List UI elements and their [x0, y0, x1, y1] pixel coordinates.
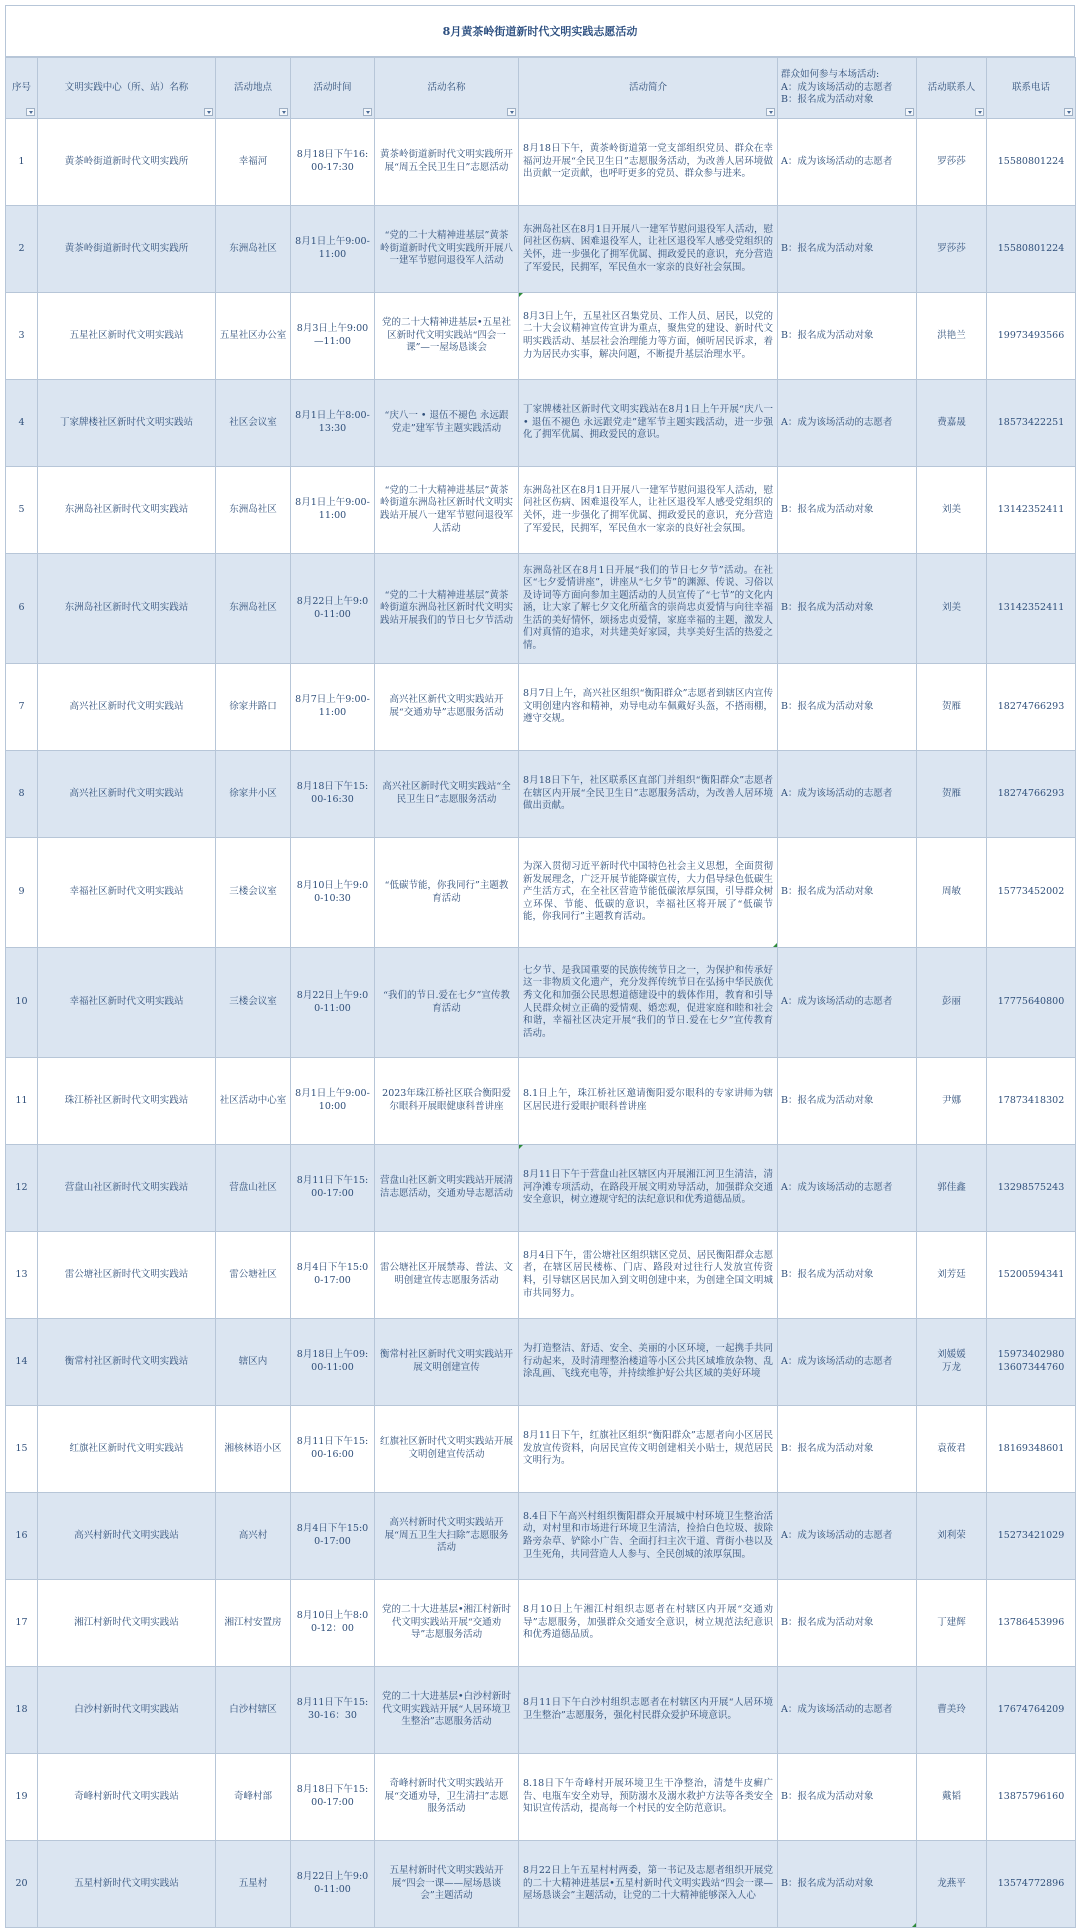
- row-phone-cell[interactable]: 18274766293: [987, 664, 1076, 751]
- row-seq-cell[interactable]: 13: [6, 1232, 38, 1319]
- row-name-cell[interactable]: 衡常村社区新时代文明实践站开展文明创建宣传: [375, 1319, 519, 1406]
- row-time-cell[interactable]: 8月1日上午9:00-10:00: [291, 1058, 375, 1145]
- row-center-cell[interactable]: 东洲岛社区新时代文明实践站: [38, 554, 216, 664]
- spreadsheet-sheet: [5, 5, 1075, 1928]
- row-place-cell[interactable]: 奇峰村部: [216, 1754, 291, 1841]
- filter-dropdown-icon[interactable]: [905, 108, 914, 116]
- row-contact-cell[interactable]: 贺雁: [917, 751, 987, 838]
- row-participation-cell[interactable]: B：报名成为活动对象: [778, 467, 917, 554]
- filter-dropdown-icon[interactable]: [204, 108, 213, 116]
- row-intro-cell[interactable]: 丁家牌楼社区新时代文明实践站在8月1日上午开展“庆八一 • 退伍不褪色 永远跟党走”建军节主题实践活动，进一步强化了拥军优属、拥政爱民的意识。: [519, 380, 778, 467]
- row-name-cell[interactable]: 营盘山社区新文明实践站开展清洁志愿活动，交通劝导志愿活动: [375, 1145, 519, 1232]
- row-intro-cell[interactable]: 8月10日上午湘江村组织志愿者在村辖区内开展“交通劝导”志愿服务，加强群众交通安全意识，树立规范法纪意识和优秀道德品质。: [519, 1580, 778, 1667]
- row-seq-cell[interactable]: 9: [6, 838, 38, 948]
- row-contact-cell[interactable]: 袁莜君: [917, 1406, 987, 1493]
- row-contact-cell[interactable]: 刘美: [917, 467, 987, 554]
- row-contact-cell-line: 刘媛媛: [937, 1349, 966, 1361]
- row-phone-cell[interactable]: 15580801224: [987, 206, 1076, 293]
- row-center-cell[interactable]: 东洲岛社区新时代文明实践站: [38, 467, 216, 554]
- row-intro-cell[interactable]: 8月3日上午，五星社区召集党员、工作人员、居民，以党的二十大会议精神宣传宣讲为重点，聚焦党的建设、新时代文明实践活动、基层社会治理能力等方面，倾听居民诉求，着力为居民办实事，解决问题，不断提升基层治理水平。: [519, 293, 778, 380]
- row-participation-cell[interactable]: B：报名成为活动对象: [778, 1232, 917, 1319]
- row-participation-cell[interactable]: A：成为该场活动的志愿者: [778, 119, 917, 206]
- row-contact-cell[interactable]: 曹美玲: [917, 1667, 987, 1754]
- row-phone-cell[interactable]: 18169348601: [987, 1406, 1076, 1493]
- row-seq-cell[interactable]: 4: [6, 380, 38, 467]
- filter-dropdown-icon[interactable]: [1064, 108, 1073, 116]
- filter-dropdown-icon[interactable]: [279, 108, 288, 116]
- row-intro-cell[interactable]: 8.18日下午奇峰村开展环境卫生干净整治，清楚牛皮癣广告、电瓶车安全劝导，预防溺水及溺水救护方法等各类安全知识宣传活动，提高每一个村民的安全防范意识。: [519, 1754, 778, 1841]
- row-name-cell[interactable]: “我们的节日.爱在七夕”宣传教育活动: [375, 948, 519, 1058]
- row-time-cell[interactable]: 8月10日上午8:00-12：00: [291, 1580, 375, 1667]
- row-center-cell[interactable]: 高兴社区新时代文明实践站: [38, 664, 216, 751]
- row-contact-cell[interactable]: 费嘉晟: [917, 380, 987, 467]
- row-seq-cell[interactable]: 6: [6, 554, 38, 664]
- row-seq-cell[interactable]: 12: [6, 1145, 38, 1232]
- row-intro-cell[interactable]: 为深入贯彻习近平新时代中国特色社会主义思想，全面贯彻新发展理念，广泛开展节能降碳宣传，大力倡导绿色低碳生产生活方式，在全社区营造节能低碳浓厚氛围，引导群众树立环保、节能、低碳的意识，幸福社区将开展了“低碳节能，你我同行”主题教育活动。: [519, 838, 778, 948]
- row-phone-cell[interactable]: 19973493566: [987, 293, 1076, 380]
- row-place-cell[interactable]: 徐家井小区: [216, 751, 291, 838]
- row-time-cell[interactable]: 8月4日下午15:00-17:00: [291, 1232, 375, 1319]
- row-contact-cell[interactable]: [917, 1319, 987, 1406]
- row-place-cell[interactable]: 社区会议室: [216, 380, 291, 467]
- row-place-cell[interactable]: 五星社区办公室: [216, 293, 291, 380]
- row-phone-cell[interactable]: 17873418302: [987, 1058, 1076, 1145]
- table-row: [6, 467, 1076, 554]
- row-contact-cell[interactable]: 刘芳廷: [917, 1232, 987, 1319]
- row-center-cell[interactable]: 衡常村社区新时代文明实践站: [38, 1319, 216, 1406]
- row-intro-cell[interactable]: 8月18日下午，黄茶岭街道第一党支部组织党员、群众在幸福河边开展“全民卫生日”志愿服务活动，为改善人居环境做出贡献一定贡献，也呼吁更多的党员、群众参与进来。: [519, 119, 778, 206]
- row-center-cell[interactable]: 黄茶岭街道新时代文明实践所: [38, 206, 216, 293]
- row-time-cell[interactable]: 8月1日上午9:00-11:00: [291, 467, 375, 554]
- row-center-cell[interactable]: 红旗社区新时代文明实践站: [38, 1406, 216, 1493]
- row-name-cell[interactable]: “党的二十大精神进基层”黄茶岭街道东洲岛社区新时代文明实践站开展我们的节日七夕节活动: [375, 554, 519, 664]
- row-participation-cell[interactable]: B：报名成为活动对象: [778, 206, 917, 293]
- row-center-cell[interactable]: 高兴社区新时代文明实践站: [38, 751, 216, 838]
- row-time-cell[interactable]: 8月1日上午9:00-11:00: [291, 206, 375, 293]
- row-place-cell[interactable]: 东洲岛社区: [216, 206, 291, 293]
- row-center-cell[interactable]: 五星社区新时代文明实践站: [38, 293, 216, 380]
- row-intro-cell[interactable]: 8.4日下午高兴村组织衡阳群众开展城中村环境卫生整治活动，对村里和市场进行环境卫生清洁，捡拾白色垃圾、拔除路旁杂草、铲除小广告、全面打扫主次干道、背街小巷以及卫生死角，共同营造人人参与、全民创城的浓厚氛围。: [519, 1493, 778, 1580]
- row-time-cell[interactable]: 8月18日下午15:00-17:00: [291, 1754, 375, 1841]
- row-center-cell[interactable]: 幸福社区新时代文明实践站: [38, 948, 216, 1058]
- row-time-cell[interactable]: 8月11日下午15:00-17:00: [291, 1145, 375, 1232]
- sheet-title: 8月黄茶岭街道新时代文明实践志愿活动: [5, 5, 1075, 57]
- row-place-cell[interactable]: 五星村: [216, 1841, 291, 1928]
- row-intro-cell[interactable]: 七夕节、是我国重要的民族传统节日之一，为保护和传承好这一非物质文化遗产，充分发挥传统节日在弘扬中华民族优秀文化和加强公民思想道德建设中的载体作用，教育和引导人民群众树立正确的爱情观、婚恋观，促进家庭和睦和社会和谐，幸福社区决定开展“我们的节日.爱在七夕”宣传教育活动。: [519, 948, 778, 1058]
- row-phone-cell[interactable]: 18573422251: [987, 380, 1076, 467]
- row-seq-cell[interactable]: 15: [6, 1406, 38, 1493]
- row-phone-cell[interactable]: 15200594341: [987, 1232, 1076, 1319]
- row-place-cell[interactable]: 湘核林语小区: [216, 1406, 291, 1493]
- header-center: 文明实践中心（所、站）名称: [38, 58, 216, 119]
- row-intro-cell[interactable]: 东洲岛社区在8月1日开展八一建军节慰问退役军人活动，慰问社区伤病、困难退役军人，让社区退役军人感受党组织的关怀，进一步强化了拥军优属、拥政爱民的意识，充分营造了军爱民，民拥军，军民鱼水一家亲的良好社会氛围。: [519, 206, 778, 293]
- row-intro-cell[interactable]: 东洲岛社区在8月1日开展八一建军节慰问退役军人活动，慰问社区伤病、困难退役军人，让社区退役军人感受党组织的关怀，进一步强化了拥军优属、拥政爱民的意识，充分营造了军爱民，民拥军，军民鱼水一家亲的良好社会氛围。: [519, 467, 778, 554]
- row-phone-cell[interactable]: 18274766293: [987, 751, 1076, 838]
- row-seq-cell[interactable]: 5: [6, 467, 38, 554]
- header-place: 活动地点: [216, 58, 291, 119]
- header-participation: 群众如何参与本场活动: A：成为该场活动的志愿者 B：报名成为活动对象: [778, 58, 917, 119]
- row-name-cell[interactable]: “低碳节能，你我同行”主题教育活动: [375, 838, 519, 948]
- row-name-cell[interactable]: “党的二十大精神进基层”黄茶岭街道东洲岛社区新时代文明实践站开展八一建军节慰问退役军人活动: [375, 467, 519, 554]
- header-contact: 活动联系人: [917, 58, 987, 119]
- row-seq-cell[interactable]: 1: [6, 119, 38, 206]
- row-contact-cell[interactable]: 龙燕平: [917, 1841, 987, 1928]
- table-row: [6, 1319, 1076, 1406]
- row-place-cell[interactable]: 三楼会议室: [216, 948, 291, 1058]
- row-contact-cell[interactable]: 戴韬: [917, 1754, 987, 1841]
- row-contact-cell[interactable]: 周敏: [917, 838, 987, 948]
- row-name-cell[interactable]: 党的二十大精神进基层•五星社区新时代文明实践站“四会一课”—一屋场恳谈会: [375, 293, 519, 380]
- row-name-cell[interactable]: 高兴社区新时代文明实践站“全民卫生日”志愿服务活动: [375, 751, 519, 838]
- row-phone-cell-line: 15973402980: [997, 1349, 1065, 1361]
- row-phone-cell[interactable]: 13142352411: [987, 554, 1076, 664]
- row-center-cell[interactable]: 珠江桥社区新时代文明实践站: [38, 1058, 216, 1145]
- row-place-cell[interactable]: 社区活动中心室: [216, 1058, 291, 1145]
- row-seq-cell[interactable]: 10: [6, 948, 38, 1058]
- row-center-cell[interactable]: 雷公塘社区新时代文明实践站: [38, 1232, 216, 1319]
- row-seq-cell[interactable]: 20: [6, 1841, 38, 1928]
- row-place-cell[interactable]: 东洲岛社区: [216, 554, 291, 664]
- row-phone-cell-line: 13607344760: [997, 1362, 1065, 1373]
- table-row: [6, 206, 1076, 293]
- row-place-cell[interactable]: 湘江村安置房: [216, 1580, 291, 1667]
- row-participation-cell[interactable]: A：成为该场活动的志愿者: [778, 1493, 917, 1580]
- table-row: [6, 1406, 1076, 1493]
- header-row: [6, 58, 1076, 119]
- table-row: [6, 119, 1076, 206]
- row-contact-cell[interactable]: 郭佳鑫: [917, 1145, 987, 1232]
- row-place-cell[interactable]: 雷公塘社区: [216, 1232, 291, 1319]
- row-seq-cell[interactable]: 14: [6, 1319, 38, 1406]
- row-phone-cell[interactable]: 15580801224: [987, 119, 1076, 206]
- row-intro-cell[interactable]: 8月11日下午于营盘山社区辖区内开展湘江河卫生清洁，清河净滩专项活动，在路段开展文明劝导活动，加强群众交通安全意识，树立遵规守纪的法纪意识和优秀道德品质。: [519, 1145, 778, 1232]
- row-seq-cell[interactable]: 7: [6, 664, 38, 751]
- table-row: [6, 293, 1076, 380]
- row-seq-cell[interactable]: 2: [6, 206, 38, 293]
- row-name-cell[interactable]: 党的二十大进基层•白沙村新时代文明实践站开展“人居环境卫生整治”志愿服务活动: [375, 1667, 519, 1754]
- row-name-cell[interactable]: 党的二十大进基层•湘江村新时代文明实践站开展“交通劝导”志愿服务活动: [375, 1580, 519, 1667]
- table-row: [6, 751, 1076, 838]
- row-participation-cell[interactable]: B：报名成为活动对象: [778, 554, 917, 664]
- table-row: [6, 1667, 1076, 1754]
- row-center-cell[interactable]: 五星村新时代文明实践站: [38, 1841, 216, 1928]
- header-time: 活动时间: [291, 58, 375, 119]
- row-center-cell[interactable]: 黄茶岭街道新时代文明实践所: [38, 119, 216, 206]
- table-row: [6, 1058, 1076, 1145]
- row-phone-cell[interactable]: 13142352411: [987, 467, 1076, 554]
- row-center-cell[interactable]: 奇峰村新时代文明实践站: [38, 1754, 216, 1841]
- row-time-cell[interactable]: 8月11日下午15:00-16:00: [291, 1406, 375, 1493]
- row-place-cell[interactable]: 三楼会议室: [216, 838, 291, 948]
- row-contact-cell[interactable]: 洪艳兰: [917, 293, 987, 380]
- filter-dropdown-icon[interactable]: [766, 108, 775, 116]
- row-intro-cell[interactable]: 为打造整洁、舒适、安全、美丽的小区环境，一起携手共同行动起来，及时清理整治楼道等小区公共区域堆放杂物、乱涂乱画、飞线充电等，并持续维护好公共区域的美好环境: [519, 1319, 778, 1406]
- row-contact-cell[interactable]: 刘利荣: [917, 1493, 987, 1580]
- row-time-cell[interactable]: 8月7日上午9:00-11:00: [291, 664, 375, 751]
- table-row: [6, 1145, 1076, 1232]
- row-phone-cell[interactable]: 17674764209: [987, 1667, 1076, 1754]
- row-place-cell[interactable]: 高兴村: [216, 1493, 291, 1580]
- row-intro-cell[interactable]: 8月11日下午，红旗社区组织“衡阳群众”志愿者向小区居民发放宣传资料，向居民宣传文明创建相关小贴士，规范居民文明行为。: [519, 1406, 778, 1493]
- row-seq-cell[interactable]: 16: [6, 1493, 38, 1580]
- row-place-cell[interactable]: 幸福河: [216, 119, 291, 206]
- row-intro-cell[interactable]: 8月11日下午白沙村组织志愿者在村辖区内开展“人居环境卫生整治”志愿服务，强化村民群众爱护环境意识。: [519, 1667, 778, 1754]
- table-row: [6, 1754, 1076, 1841]
- row-seq-cell[interactable]: 3: [6, 293, 38, 380]
- row-intro-cell[interactable]: 8.1日上午，珠江桥社区邀请衡阳爱尔眼科的专家讲师为辖区居民进行爱眼护眼科普讲座: [519, 1058, 778, 1145]
- row-participation-cell[interactable]: A：成为该场活动的志愿者: [778, 380, 917, 467]
- row-contact-cell[interactable]: 彭丽: [917, 948, 987, 1058]
- table-row: [6, 554, 1076, 664]
- row-time-cell[interactable]: 8月11日下午15:30-16：30: [291, 1667, 375, 1754]
- row-participation-cell[interactable]: B：报名成为活动对象: [778, 664, 917, 751]
- table-row: [6, 380, 1076, 467]
- row-participation-cell[interactable]: A：成为该场活动的志愿者: [778, 1145, 917, 1232]
- table-row: [6, 1232, 1076, 1319]
- row-name-cell[interactable]: 雷公塘社区开展禁毒、普法、文明创建宣传志愿服务活动: [375, 1232, 519, 1319]
- row-seq-cell[interactable]: 11: [6, 1058, 38, 1145]
- row-center-cell[interactable]: 营盘山社区新时代文明实践站: [38, 1145, 216, 1232]
- row-phone-cell[interactable]: 13786453996: [987, 1580, 1076, 1667]
- row-place-cell[interactable]: 徐家井路口: [216, 664, 291, 751]
- row-phone-cell[interactable]: 13574772896: [987, 1841, 1076, 1928]
- row-time-cell[interactable]: 8月3日上午9:00—11:00: [291, 293, 375, 380]
- row-place-cell[interactable]: 营盘山社区: [216, 1145, 291, 1232]
- row-participation-cell[interactable]: A：成为该场活动的志愿者: [778, 751, 917, 838]
- row-time-cell[interactable]: 8月18日下午16:00-17:30: [291, 119, 375, 206]
- row-contact-cell[interactable]: 刘美: [917, 554, 987, 664]
- row-seq-cell[interactable]: 8: [6, 751, 38, 838]
- table-row: [6, 664, 1076, 751]
- row-name-cell[interactable]: 红旗社区新时代文明实践站开展文明创建宣传活动: [375, 1406, 519, 1493]
- filter-dropdown-icon[interactable]: [26, 108, 35, 116]
- row-participation-cell[interactable]: B：报名成为活动对象: [778, 838, 917, 948]
- row-phone-cell[interactable]: 13875796160: [987, 1754, 1076, 1841]
- table-row: [6, 1493, 1076, 1580]
- row-name-cell[interactable]: 2023年珠江桥社区联合衡阳爱尔眼科开展眼健康科普讲座: [375, 1058, 519, 1145]
- table-row: [6, 1841, 1076, 1928]
- row-time-cell[interactable]: 8月18日上午09:00-11:00: [291, 1319, 375, 1406]
- row-phone-cell[interactable]: [987, 1319, 1076, 1406]
- filter-dropdown-icon[interactable]: [363, 108, 372, 116]
- row-time-cell[interactable]: 8月22日上午9:00-11:00: [291, 554, 375, 664]
- row-participation-cell[interactable]: A：成为该场活动的志愿者: [778, 1319, 917, 1406]
- row-time-cell[interactable]: 8月10日上午9:00-10:30: [291, 838, 375, 948]
- row-place-cell[interactable]: 辖区内: [216, 1319, 291, 1406]
- row-place-cell[interactable]: 白沙村辖区: [216, 1667, 291, 1754]
- row-participation-cell[interactable]: B：报名成为活动对象: [778, 1754, 917, 1841]
- row-center-cell[interactable]: 湘江村新时代文明实践站: [38, 1580, 216, 1667]
- row-phone-cell[interactable]: 15773452002: [987, 838, 1076, 948]
- row-center-cell[interactable]: 高兴村新时代文明实践站: [38, 1493, 216, 1580]
- row-contact-cell-line: 万龙: [941, 1362, 961, 1373]
- row-participation-cell[interactable]: A：成为该场活动的志愿者: [778, 1667, 917, 1754]
- header-name: 活动名称: [375, 58, 519, 119]
- row-time-cell[interactable]: 8月4日下午15:00-17:00: [291, 1493, 375, 1580]
- row-seq-cell[interactable]: 18: [6, 1667, 38, 1754]
- row-name-cell[interactable]: 高兴村新时代文明实践站开展“周五卫生大扫除”志愿服务活动: [375, 1493, 519, 1580]
- row-intro-cell[interactable]: 8月18日下午，社区联系区直部门并组织“衡阳群众”志愿者在辖区内开展“全民卫生日”志愿服务活动，为改善人居环境做出贡献。: [519, 751, 778, 838]
- row-time-cell[interactable]: 8月22日上午9:00-11:00: [291, 1841, 375, 1928]
- table-row: [6, 1580, 1076, 1667]
- filter-dropdown-icon[interactable]: [507, 108, 516, 116]
- row-name-cell[interactable]: 高兴社区新代文明实践站开展“交通劝导”志愿服务活动: [375, 664, 519, 751]
- row-contact-cell[interactable]: 贺雁: [917, 664, 987, 751]
- row-intro-cell[interactable]: 东洲岛社区在8月1日开展“我们的节日七夕节”活动。在社区“七夕爱情讲座”，讲座从“七夕节”的渊源、传说、习俗以及诗词等方面向参加主题活动的人员宣传了“七节”的文化内涵，让大家了解七夕文化所蕴含的崇尚忠贞爱情与向往幸福生活的美好情怀，颂扬忠贞爱情，家庭幸福的主题，激发人们对真情的追求，对共建美好家园，共享美好生活的热爱之情。: [519, 554, 778, 664]
- row-time-cell[interactable]: 8月22日上午9:00-11:00: [291, 948, 375, 1058]
- row-phone-cell[interactable]: 17775640800: [987, 948, 1076, 1058]
- header-intro: 活动简介: [519, 58, 778, 119]
- row-contact-cell[interactable]: 罗莎莎: [917, 119, 987, 206]
- activity-table: [5, 57, 1076, 1928]
- row-contact-cell[interactable]: 丁建辉: [917, 1580, 987, 1667]
- row-participation-cell[interactable]: B：报名成为活动对象: [778, 1058, 917, 1145]
- row-participation-cell[interactable]: B：报名成为活动对象: [778, 293, 917, 380]
- row-name-cell[interactable]: “庆八一 • 退伍不褪色 永远跟党走”建军节主题实践活动: [375, 380, 519, 467]
- row-participation-cell[interactable]: B：报名成为活动对象: [778, 1841, 917, 1928]
- row-center-cell[interactable]: 白沙村新时代文明实践站: [38, 1667, 216, 1754]
- row-contact-cell[interactable]: 尹娜: [917, 1058, 987, 1145]
- row-intro-cell[interactable]: 8月22日上午五星村村两委，第一书记及志愿者组织开展党的二十大精神进基层•五星村新时代文明实践站“四会一课—屋场恳谈会”主题活动，让党的二十大精神能够深入人心: [519, 1841, 778, 1928]
- row-center-cell[interactable]: 幸福社区新时代文明实践站: [38, 838, 216, 948]
- row-name-cell[interactable]: 五星村新时代文明实践站开展“四会一课——屋场恳谈会”主题活动: [375, 1841, 519, 1928]
- row-place-cell[interactable]: 东洲岛社区: [216, 467, 291, 554]
- row-seq-cell[interactable]: 17: [6, 1580, 38, 1667]
- row-name-cell[interactable]: 黄茶岭街道新时代文明实践所开展“周五全民卫生日”志愿活动: [375, 119, 519, 206]
- row-seq-cell[interactable]: 19: [6, 1754, 38, 1841]
- row-intro-cell[interactable]: 8月7日上午，高兴社区组织“衡阳群众”志愿者到辖区内宣传文明创建内容和精神，劝导电动车佩戴好头盔，不搭雨棚，遵守交规。: [519, 664, 778, 751]
- filter-dropdown-icon[interactable]: [975, 108, 984, 116]
- row-phone-cell[interactable]: 15273421029: [987, 1493, 1076, 1580]
- row-contact-cell[interactable]: 罗莎莎: [917, 206, 987, 293]
- row-intro-cell[interactable]: 8月4日下午，雷公塘社区组织辖区党员、居民衡阳群众志愿者，在辖区居民楼栋、门店、路段对过往行人发放宣传资料，引导辖区居民加入到文明创建中来，为创建全国文明城市共同努力。: [519, 1232, 778, 1319]
- row-name-cell[interactable]: “党的二十大精神进基层”黄茶岭街道新时代文明实践所开展八一建军节慰问退役军人活动: [375, 206, 519, 293]
- header-seq: 序号: [6, 58, 38, 119]
- row-name-cell[interactable]: 奇峰村新时代文明实践站开展“交通劝导，卫生清扫”志愿服务活动: [375, 1754, 519, 1841]
- row-participation-cell[interactable]: A：成为该场活动的志愿者: [778, 948, 917, 1058]
- table-row: [6, 948, 1076, 1058]
- row-center-cell[interactable]: 丁家牌楼社区新时代文明实践站: [38, 380, 216, 467]
- row-phone-cell[interactable]: 13298575243: [987, 1145, 1076, 1232]
- header-phone: 联系电话: [987, 58, 1076, 119]
- table-row: [6, 838, 1076, 948]
- row-time-cell[interactable]: 8月18日下午15:00-16:30: [291, 751, 375, 838]
- row-participation-cell[interactable]: B：报名成为活动对象: [778, 1580, 917, 1667]
- row-time-cell[interactable]: 8月1日上午8:00-13:30: [291, 380, 375, 467]
- row-participation-cell[interactable]: B：报名成为活动对象: [778, 1406, 917, 1493]
